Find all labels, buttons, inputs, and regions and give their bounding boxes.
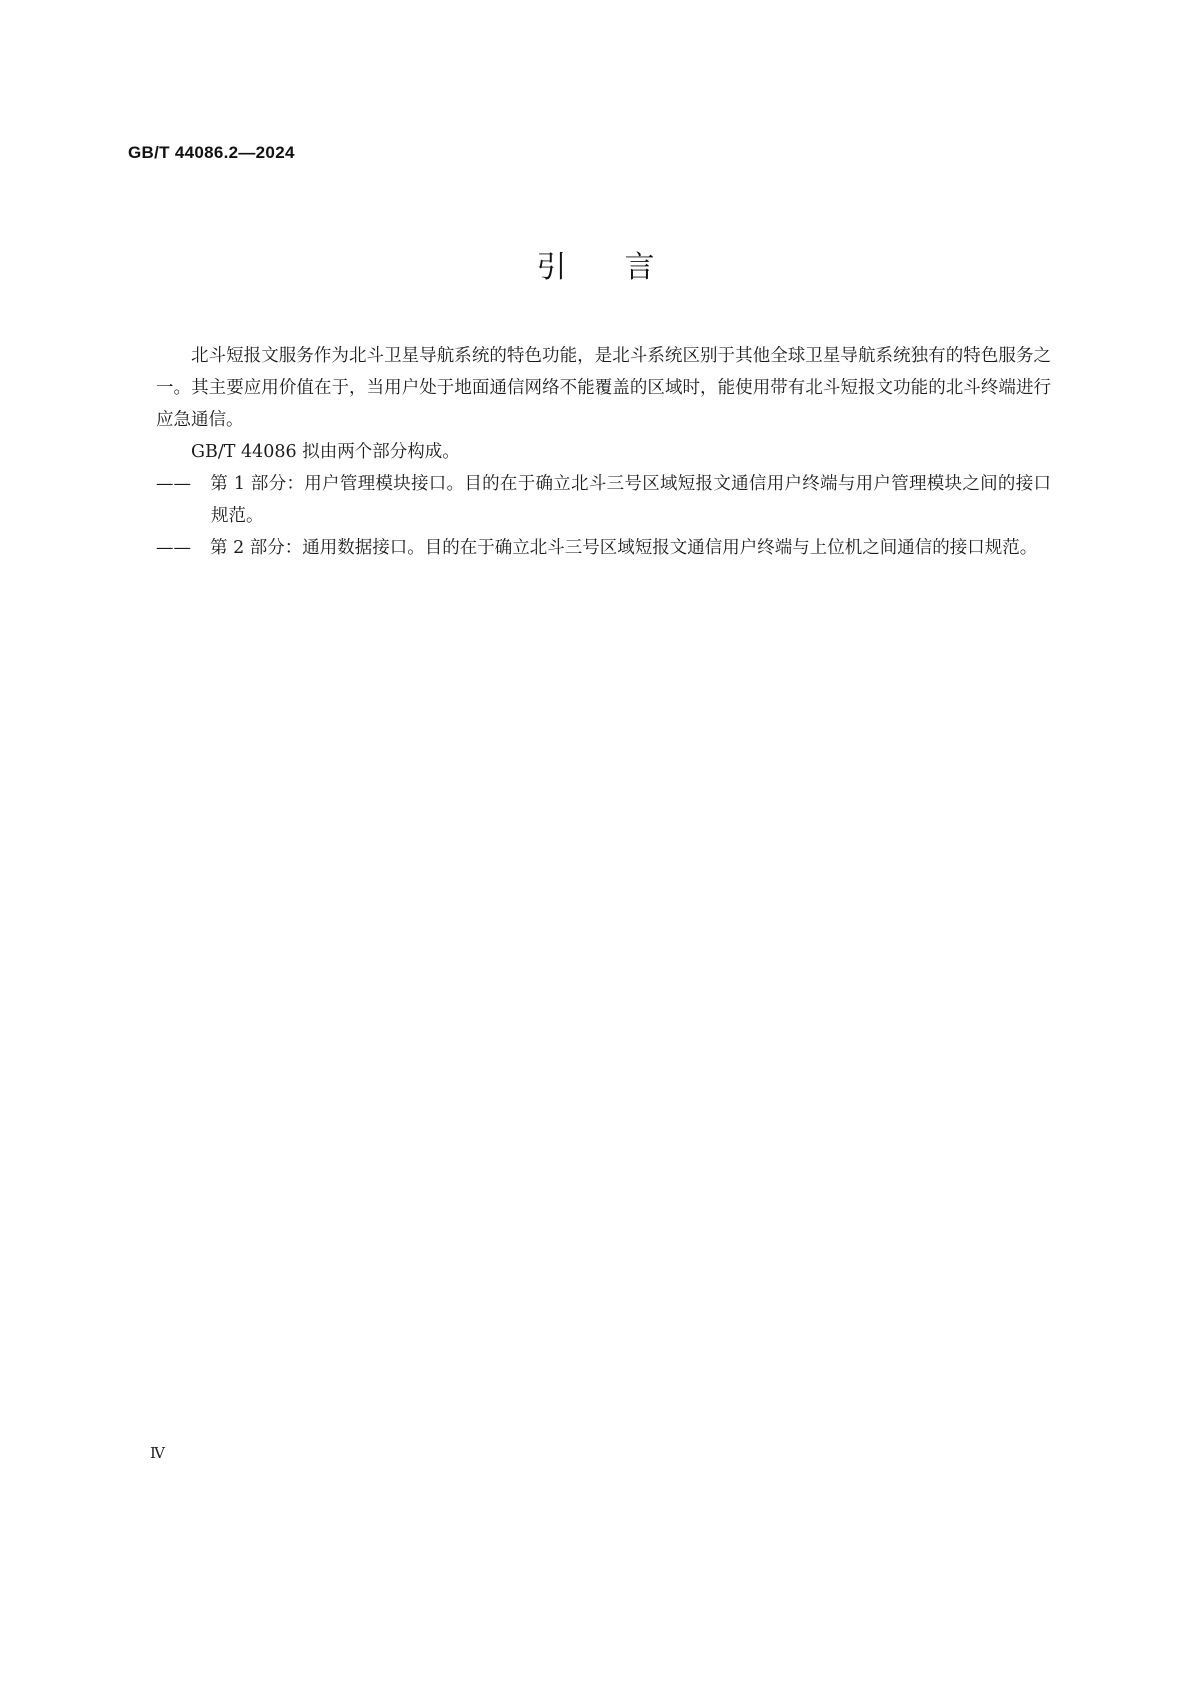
list-item xyxy=(156,468,1051,532)
standard-number: GB/T 44086.2—2024 xyxy=(128,143,295,162)
list-item-text: 第 2 部分：通用数据接口。目的在于确立北斗三号区域短报文通信用户终端与上位机之间通信的接口规范。 xyxy=(210,538,1038,558)
structure-paragraph: GB/T 44086 拟由两个部分构成。 xyxy=(191,442,460,462)
list-dash: —— xyxy=(156,474,191,494)
list-item-text: 第 1 部分：用户管理模块接口。目的在于确立北斗三号区域短报文通信用户终端与用户管理模块之间的接口规范。 xyxy=(210,474,1051,526)
page-number: Ⅳ xyxy=(150,1444,165,1462)
intro-paragraph: 北斗短报文服务作为北斗卫星导航系统的特色功能，是北斗系统区别于其他全球卫星导航系统独有的特色服务之一。其主要应用价值在于，当用户处于地面通信网络不能覆盖的区域时，能使用带有北斗短报文功能的北斗终端进行应急通信。 xyxy=(156,346,1051,430)
list-item xyxy=(156,532,1051,564)
page-title: 引言 xyxy=(536,250,713,285)
list-dash: —— xyxy=(156,538,191,558)
body-text xyxy=(156,340,1051,564)
